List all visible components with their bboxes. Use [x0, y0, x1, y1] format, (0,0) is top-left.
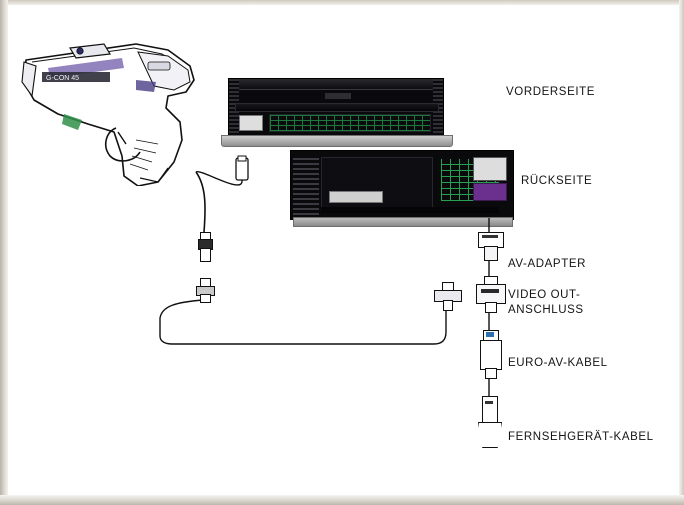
label-rueckseite: RÜCKSEITE	[521, 175, 593, 187]
label-video-out-line1: VIDEO OUT-	[508, 289, 581, 301]
euro-av-plug	[478, 330, 502, 378]
label-euro-av-kabel: EURO-AV-KABEL	[508, 357, 608, 369]
label-vorderseite: VORDERSEITE	[506, 86, 596, 98]
svg-text:G-CON 45: G-CON 45	[46, 75, 80, 82]
video-out-connector	[476, 276, 504, 312]
label-av-adapter: AV-ADAPTER	[508, 258, 586, 270]
gun-cable-plug-upper	[196, 232, 214, 262]
label-video-out-line2: ANSCHLUSS	[508, 304, 584, 316]
tv-cable-plug	[476, 396, 504, 448]
label-fernsehgeraet-kabel: FERNSEHGERÄT-KABEL	[508, 431, 654, 443]
pass-through-connector	[434, 282, 460, 310]
gun-cable-plug-lower	[194, 278, 216, 302]
av-adapter	[478, 232, 502, 260]
